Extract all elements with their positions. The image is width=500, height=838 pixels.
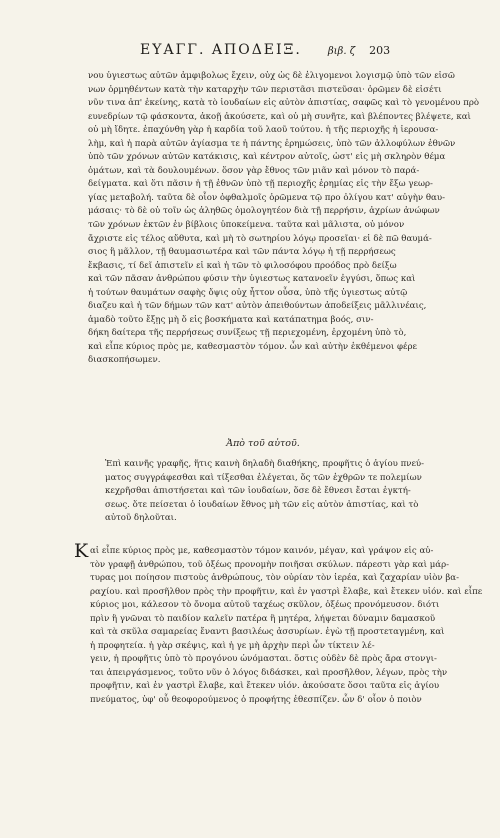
text-line: μάσαις· τὸ δὲ οὐ τοῖν ὡς ἀληθῶς ὁμολογητέον διὰ τῇ περρήσιν, ἀχρίων ἀνώφων xyxy=(88,206,440,217)
text-line: ὑπὸ τῶν χρόνων αὐτῶν κατάκισις, καὶ κέντρον αὐτοῖς, ὡστ' εἰς μὴ σκληρὸν θέμα xyxy=(88,152,446,163)
quote-line: κύριος μοι, κάλεσον τὸ ὄνομα αὐτοῦ ταχέως σκῦλον, ὀξέως προνόμευσον. διότι xyxy=(90,600,440,611)
running-title: ΕΥΑΓΓ. ΑΠΟΔΕΙΞ. xyxy=(140,42,302,58)
text-line: ἡ τούτων θαυμάτων σαφὴς ὄψις οὐχ ἧττον οὖσα, ὑπὸ τῆς ὑγιεστως αὐτῷ xyxy=(88,287,408,298)
text-line: καὶ εἶπε κύριος πρὸς με, καθεσμαστὸν τόμον. ὧν καὶ αὐτὴν ἐκθέμενοι φέρε xyxy=(88,341,418,352)
text-line: σιος ἢ μᾶλλον, τῇ θαυμασιωτέρα καὶ τῶν πάντα λόγῳ ἡ τῇ περρήσεως xyxy=(88,247,396,258)
page-header xyxy=(140,42,460,64)
text-line: ἄχριστε εἰς τέλος αὔθυτα, καὶ μὴ τὸ σωτηρίου λόγῳ προσεῖαι· εἰ δὲ πῶ θαυμά- xyxy=(88,233,432,244)
text-line: ἀμαδὸ τοῦτο ἔξῃς μὴ ὅ εἰς βοσκήματα καὶ κατάπατημα βοός, σιν- xyxy=(88,314,374,325)
text-line: λὴμ, καὶ ἡ παρὰ αὐτῶν ἁγίασμα τε ἡ πάντης ἐρημώσεις, ὑπὸ τῶν ἀλλοφύλων ἐθνῶν xyxy=(88,138,456,149)
quote-line: γειν, ἡ προφῆτις ὑπὸ τὸ προγόνου ὠνόμασται. ὅστις οὐδὲν δὲ πρὸς ἄρα στονγι- xyxy=(90,654,437,665)
text-line: καὶ τῶν πᾶσαν ἀνθρώπου φύσιν τὴν ὑγιεστως κατανοεῖν ἐγγύσι, ὅπως καὶ xyxy=(88,274,416,285)
text-line: ὁμάτων, καὶ τὰ δουλουμένων. ὅσον γὰρ ἔθνος τῶν μιᾶν καὶ μόνον τὸ παρά- xyxy=(88,165,420,176)
text-line: νου ὑγιεστως αὐτῶν ἀμφιβολως ἔχειν, οὐχ ὡς δὲ ἐλιγομενοι λογισμῷ ὑπὸ τῶν εἰσῶ xyxy=(88,71,455,81)
text-line: διασκοπήσωμεν. xyxy=(88,355,161,366)
text-line: δείγματα. καὶ ὅτι πᾶσιν ἡ τῇ ἐθνῶν ὑπὸ τῇ περιοχῆς ἐρημίας εἰς τὴν ἔξω γεωρ- xyxy=(88,179,433,190)
quote-line: τὸν γραφῇ ἀνθρώπου, τοῦ ὀξέως προνομὴν ποιῆσαι σκύλων. πάρεστι γὰρ καὶ μάρ- xyxy=(90,559,450,570)
text-line: διαζευ καὶ ἡ τῶν δήμων τῶν κατ' αὐτὸν ἀπειθούντων ἀποδείξεις μᾶλλινέαις, xyxy=(88,301,427,312)
text-line: ἔκβασις, τί δεῖ ἀπιστεῖν εἰ καὶ ἡ τῶν τὸ φιλοσόφου προόδος πρὸ δείξω xyxy=(88,260,397,271)
quotation-block xyxy=(76,545,483,708)
page-number: 203 xyxy=(369,44,391,57)
quote-line: ἡ προφητεία. ἡ γὰρ σκέψις, καὶ ἡ γε μὴ ἀρχὴν περὶ ὧν τίκτειν λέ- xyxy=(90,640,375,651)
book-reference: βιβ. ζ xyxy=(327,46,356,57)
drop-cap: Κ xyxy=(74,540,89,562)
text-line: γίας μεταβολή. ταῦτα δὲ οἷον ὀφθαλμοῖς ὁρῶμενα τῷ προ ὀλίγου κατ' αὐγὴν θαυ- xyxy=(88,192,445,203)
passage-line: κεχρῆσθαι ἀπιστήσεται καὶ τῶν ἰουδαίων, ὅσε δὲ ἔθνεσι ἔσται ἐγκτή- xyxy=(105,486,411,497)
quote-line: τυρας μοι ποίησον πιστοὺς ἀνθρώπους, τὸν οὐρίαν τὸν ἱερέα, καὶ ζαχαρίαν υἱὸν βα- xyxy=(90,573,460,584)
text-line: δήκη δαίτερα τῆς περρήσεως συνίξεως τῇ περιεχομένη, ἐρχομένη ὑπὸ τὸ, xyxy=(88,328,407,339)
text-line: νῦν τινα ἀπ' ἐκείνης, κατὰ τὸ ἰουδαίων εἰς αὐτὸν ἀπιστίας, σαφῶς καὶ τὸ γενομένου πρὸ xyxy=(88,98,480,109)
quote-line: πρὶν ἢ γνῶναι τὸ παιδίον καλεῖν πατέρα ἢ μητέρα, λήψεται δύναμιν δαμασκοῦ xyxy=(90,613,436,624)
passage-line: σεως. ὅτε πείσεται ὁ ἰουδαίων ἔθνος μὴ τῶν εἰς αὐτὸν ἀπιστίας, καὶ τὸ xyxy=(105,499,419,510)
text-line: νων ὁρμηθέντων κατὰ τὴν καταρχὴν τῶν περιστᾶσι πιστεῦσαι· ὁρῶμεν δὲ εἰσέτι xyxy=(88,84,442,95)
passage-line: αὐτοῦ δηλοῦται. xyxy=(105,513,177,524)
passage-line: ματος συγγράφεσθαι καὶ τίξεσθαι ἐλέγεται, ὅς τῶν ἐχθρῶν τε πολεμίων xyxy=(105,472,422,483)
quote-line: ται ἀπειργάσμενος, τοῦτο νῦν ὁ λόγος διδάσκει, καὶ προσῆλθον, λέγων, πρὸς τὴν xyxy=(90,667,448,678)
text-line: τῶν χρόνων ἐκτῶν ἐν βίβλοις ὑποκείμενα. ταῦτα καὶ μᾶλιστα, οὐ μόνον xyxy=(88,220,405,231)
quote-line: πνεύματος, ὑφ' οὗ θεοφορούμενος ὁ προφήτης ἐθεσπίζεν. ὧν δ' οἷον ὁ ποιὸν xyxy=(90,695,422,706)
section-heading: Ἀπὸ τοῦ αὐτοῦ. xyxy=(226,438,300,449)
quote-line: ραχίου. καὶ προσῆλθον πρὸς τὴν προφῆτιν, καὶ ἐν γαστρὶ ἔλαβε, καὶ ἔτεκεν υἱόν. καὶ εἶπε xyxy=(90,586,483,597)
text-line: οὐ μὴ ἴδητε. ἐπαχύνθη γὰρ ἡ καρδία τοῦ λαοῦ τούτου. ἡ τῆς περιοχῆς ἡ ἱερουσα- xyxy=(88,125,439,136)
quote-line: αἱ εἶπε κύριος πρὸς με, καθεσμαστὸν τόμον καινόν, μέγαν, καὶ γράψον εἰς αὐ- xyxy=(90,546,434,556)
text-line: ευνεδρίων τῷ φάσκοντα, ἀκοῇ ἀκούσετε, καὶ οὐ μὴ συνῆτε, καὶ βλέποντες βλέψετε, καὶ xyxy=(88,111,471,122)
quote-line: καὶ τὰ σκῦλα σαμαρείας ἔναντι βασιλέως ἀσσυρίων. ἐγὼ τῇ προστεταγμένη, καὶ xyxy=(90,627,445,638)
quote-line: προφῆτιν, καὶ ἐν γαστρὶ ἔλαβε, καὶ ἔτεκεν υἱόν. ἀκούσατε ὅσοι ταῦτα εἰς ἀγίου xyxy=(90,681,440,692)
passage-text-block xyxy=(95,458,431,526)
main-text-block xyxy=(88,70,480,368)
passage-line: Ἐπὶ καινῆς γραφῆς, ἥτις καινὴ δηλαδὴ διαθήκης, προφῆτις ὁ ἁγίου πνεύ- xyxy=(105,459,425,469)
